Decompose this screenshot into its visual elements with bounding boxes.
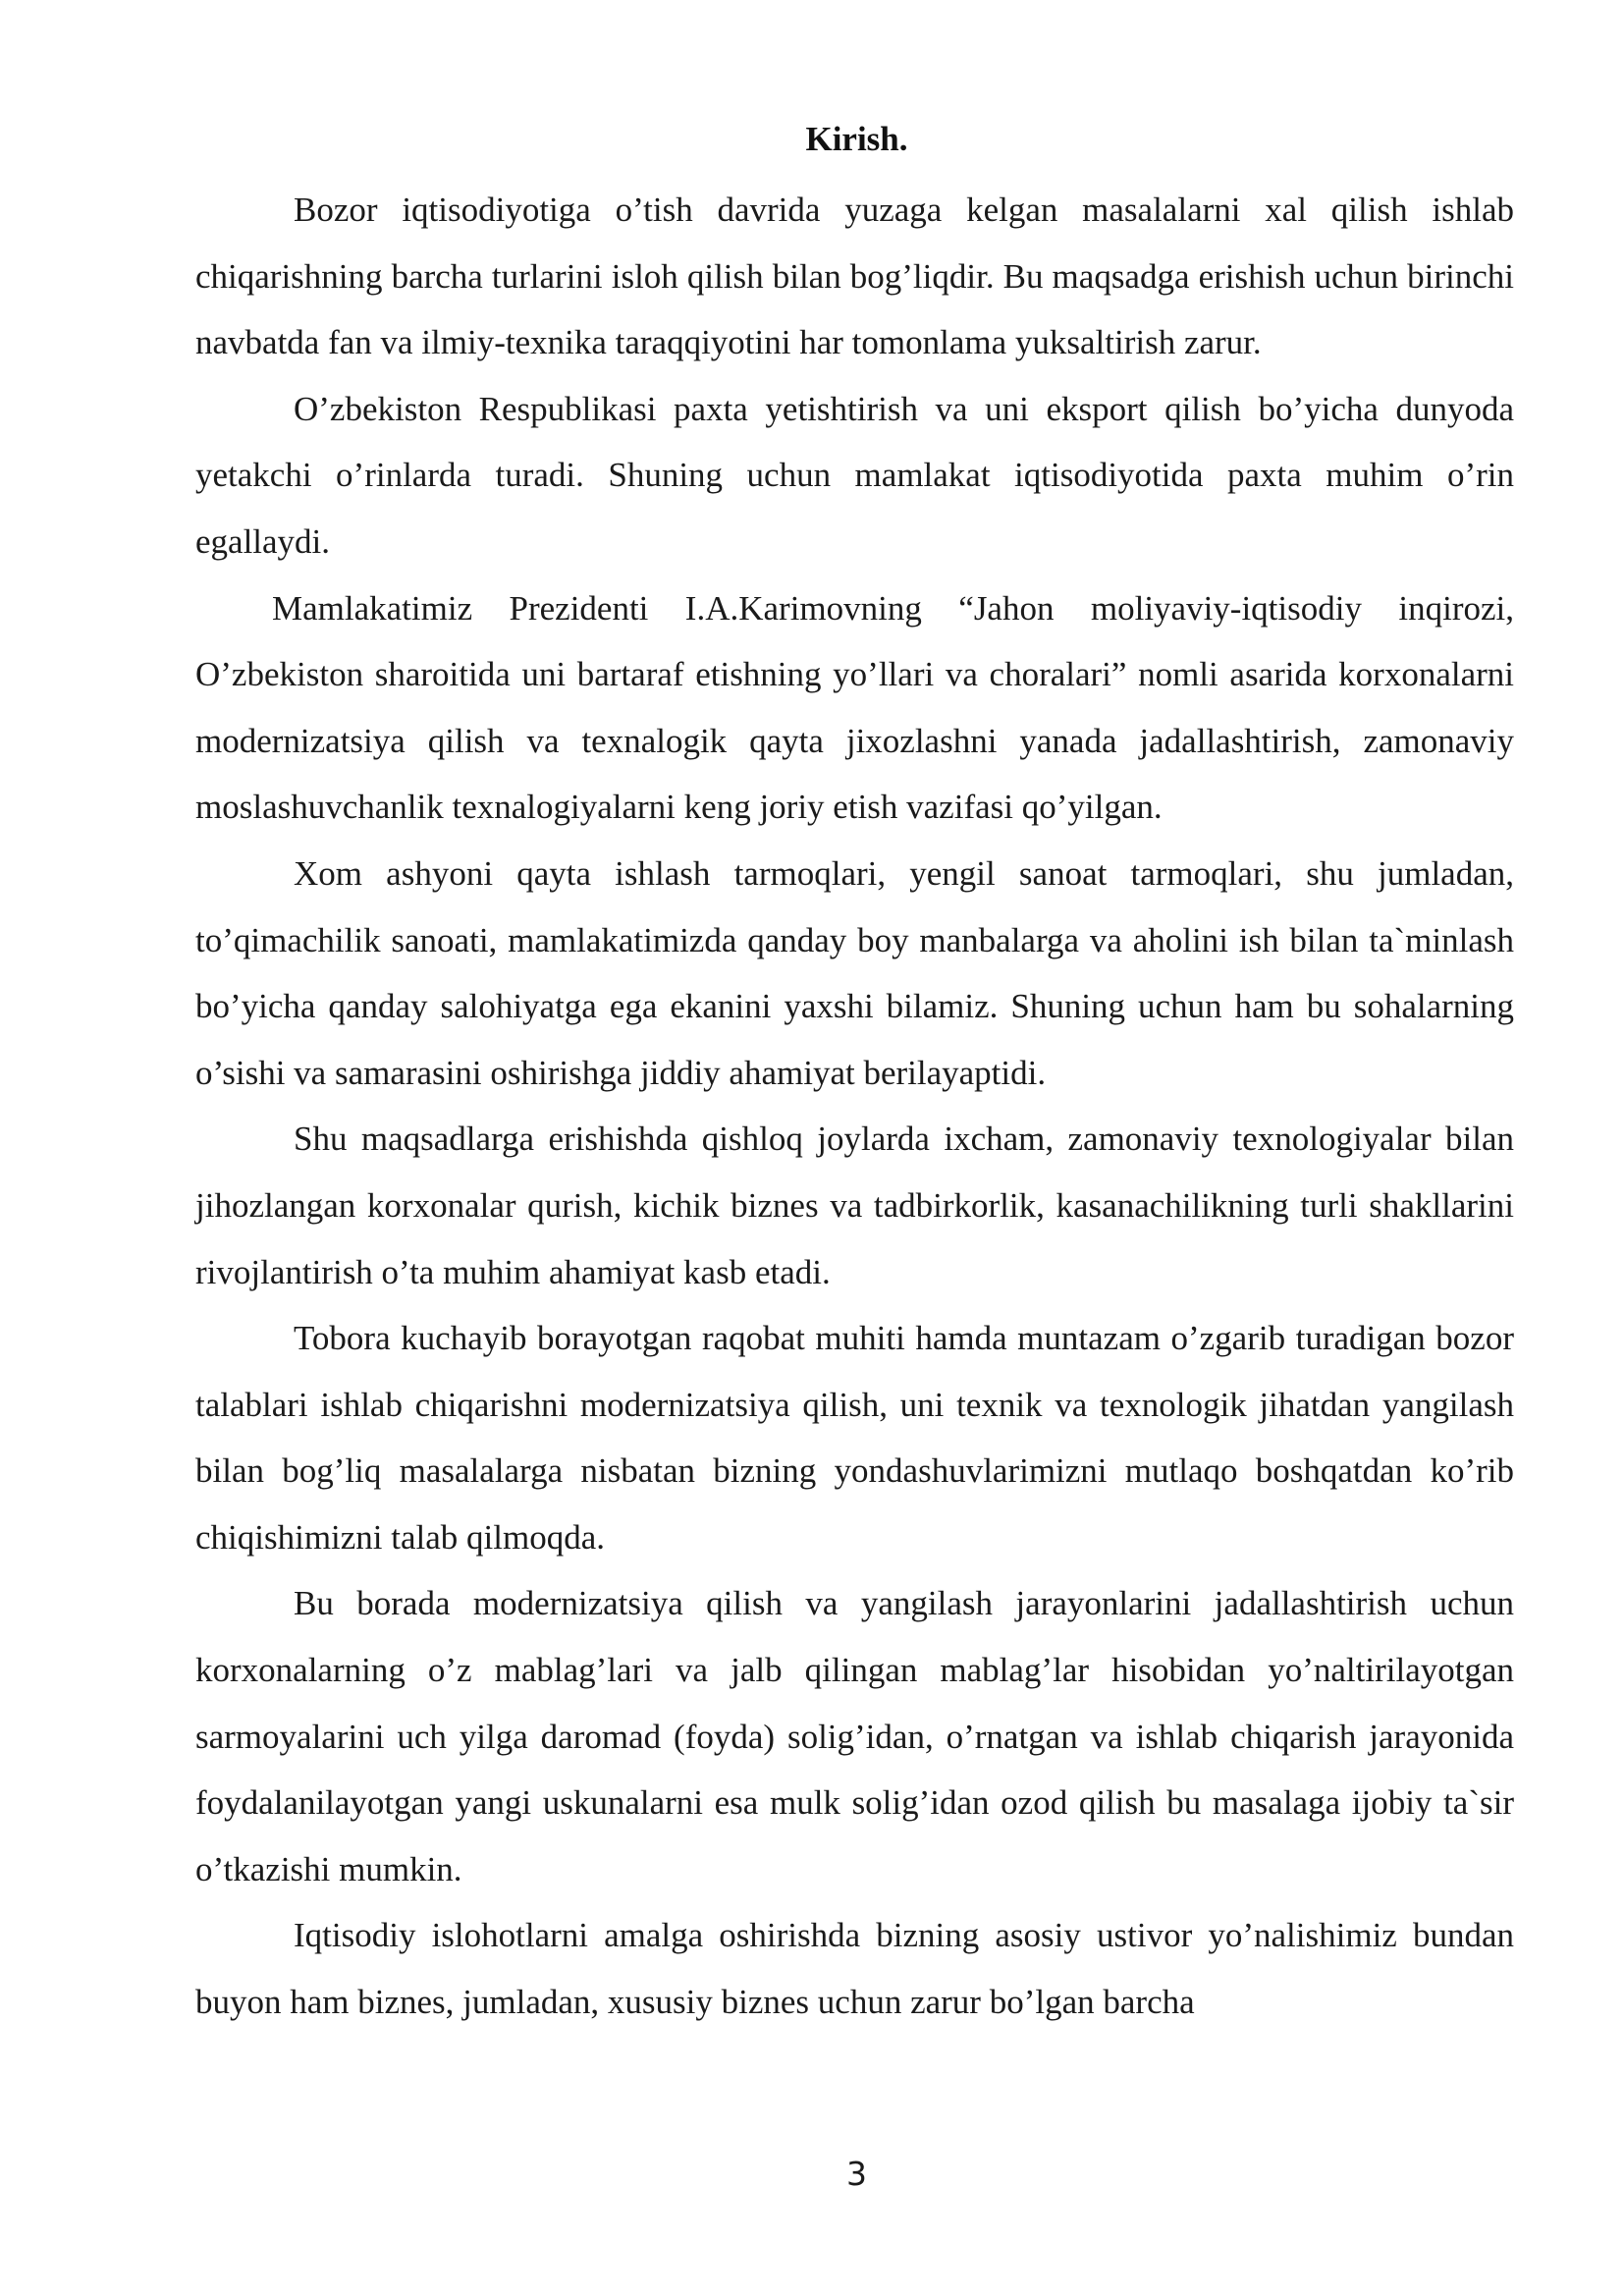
section-title: Kirish. <box>805 120 908 158</box>
paragraph-4: Xom ashyoni qayta ishlash tarmoqlari, yengil sanoat tarmoqlari, shu jumladan, to’qimachilik sanoati, mamlakatimizda qanday boy manbalarga va aholini ish bilan ta`minlash bo’yicha qanday salohiyatga ega ekanini yaxshi bilamiz. Shuning uchun ham bu sohalarning o’sishi va samarasini oshirishga jiddiy ahamiyat berilayaptidi. <box>195 853 1514 1092</box>
paragraph-1: Bozor iqtisodiyotiga o’tish davrida yuzaga kelgan masalalarni xal qilish ishlab chiqarishning barcha turlarini isloh qilish bilan bog’liqdir. Bu maqsadga erishish uchun birinchi navbatda fan va ilmiy-texnika taraqqiyotini har tomonlama yuksaltirish zarur. <box>195 191 1514 362</box>
document-body <box>195 177 1514 2036</box>
paragraph-5: Shu maqsadlarga erishishda qishloq joylarda ixcham, zamonaviy texnologiyalar bilan jihozlangan korxonalar qurish, kichik biznes va tadbirkorlik, kasanachilikning turli shakllarini rivojlantirish o’ta muhim ahamiyat kasb etadi. <box>195 1120 1514 1291</box>
paragraph-6: Tobora kuchayib borayotgan raqobat muhiti hamda muntazam o’zgarib turadigan bozor talablari ishlab chiqarishni modernizatsiya qilish, uni texnik va texnologik jihatdan yangilash bilan bog’liq masalalarga nisbatan bizning yondashuvlarimizni mutlaqo boshqatdan ko’rib chiqishimizni talab qilmoqda. <box>195 1319 1514 1557</box>
paragraph-7: Bu borada modernizatsiya qilish va yangilash jarayonlarini jadallashtirish uchun korxonalarning o’z mablag’lari va jalb qilingan mablag’lar hisobidan yo’naltirilayotgan sarmoyalarini uch yilga daromad (foyda) solig’idan, o’rnatgan va ishlab chiqarish jarayonida foydalanilayotgan yangi uskunalarni esa mulk solig’idan ozod qilish bu masalaga ijobiy ta`sir o’tkazishi mumkin. <box>195 1584 1514 1888</box>
paragraph-3: Mamlakatimiz Prezidenti I.A.Karimovning “Jahon moliyaviy-iqtisodiy inqirozi, O’zbekiston sharoitida uni bartaraf etishning yo’llari va choralari” nomli asarida korxonalarni modernizatsiya qilish va texnalogik qayta jixozlashni yanada jadallashtirish, zamonaviy moslashuvchanlik texnalogiyalarni keng joriy etish vazifasi qo’yilgan. <box>195 588 1514 827</box>
page-number: 3 <box>846 2155 867 2193</box>
paragraph-2: O’zbekiston Respublikasi paxta yetishtirish va uni eksport qilish bo’yicha dunyoda yetakchi o’rinlarda turadi. Shuning uchun mamlakat iqtisodiyotida paxta muhim o’rin egallaydi. <box>195 389 1514 561</box>
paragraph-8: Iqtisodiy islohotlarni amalga oshirishda bizning asosiy ustivor yo’nalishimiz bundan buyon ham biznes, jumladan, xususiy biznes uchun zarur bo’lgan barcha <box>195 1916 1514 2022</box>
